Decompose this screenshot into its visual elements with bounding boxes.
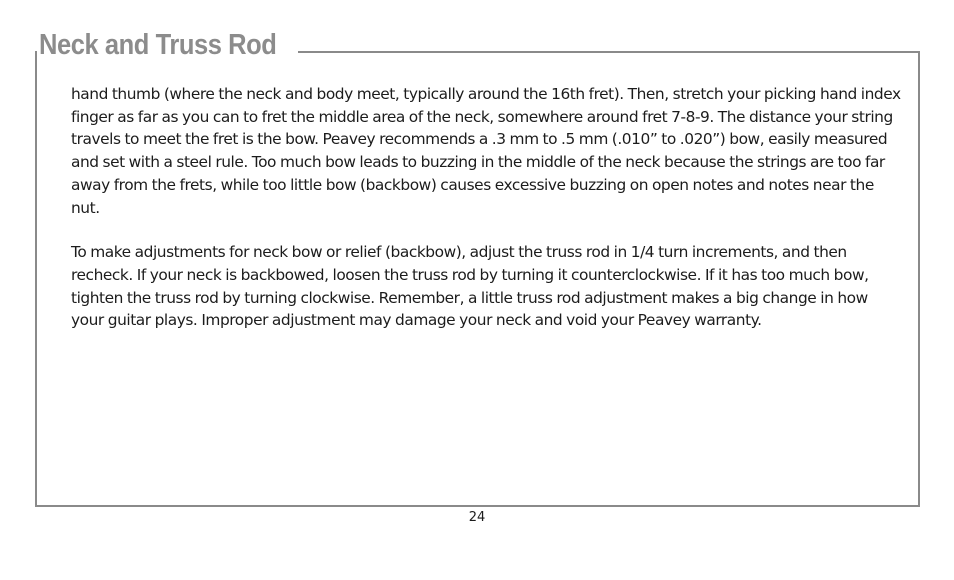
page-number: 24 <box>468 510 486 525</box>
frame-top-rule <box>298 51 920 53</box>
body-text <box>71 83 903 354</box>
paragraph-bow-measurement: hand thumb (where the neck and body meet, typically around the 16th fret). Then, stretch your picking hand index finger as far as you can to fret the middle area of the neck, somewhere around fret 7-8-9. The distance your string travels to meet the fret is the bow. Peavey recommends a .3 mm to .5 mm (.010” to .020”) bow, easily measured and set with a steel rule. Too much bow leads to buzzing in the middle of the neck because the strings are too far away from the frets, while too little bow (backbow) causes excessive buzzing on open notes and notes near the nut. <box>71 85 901 217</box>
page-title: Neck and Truss Rod <box>39 29 277 61</box>
paragraph-truss-rod-adjustment: To make adjustments for neck bow or relief (backbow), adjust the truss rod in 1/4 turn increments, and then recheck. If your neck is backbowed, loosen the truss rod by turning it counterclockwise. If it has too much bow, tighten the truss rod by turning clockwise. Remember, a little truss rod adjustment makes a big change in how your guitar plays. Improper adjustment may damage your neck and void your Peavey warranty. <box>71 243 869 330</box>
